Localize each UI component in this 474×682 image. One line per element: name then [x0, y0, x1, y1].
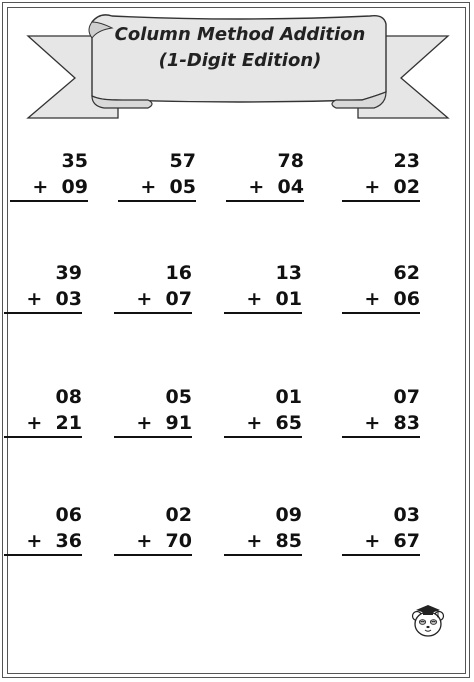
plus-sign: + [246, 530, 263, 552]
problem-bottom [224, 528, 302, 556]
problem-1 [10, 148, 88, 202]
problem-bottom [4, 286, 82, 314]
plus-sign: + [364, 288, 381, 310]
plus-sign: + [364, 530, 381, 552]
problem-top: 35 [61, 150, 88, 172]
problem-bottom [224, 286, 302, 314]
problem-top: 23 [393, 150, 420, 172]
plus-sign: + [246, 288, 263, 310]
problem-top: 06 [55, 504, 82, 526]
plus-sign: + [136, 288, 153, 310]
problem-top: 03 [393, 504, 420, 526]
plus-sign: + [248, 176, 265, 198]
addend: 91 [165, 412, 192, 434]
problem-bottom [114, 286, 192, 314]
plus-sign: + [364, 412, 381, 434]
addend: 70 [165, 530, 192, 552]
problem-top: 78 [277, 150, 304, 172]
problem-top: 09 [275, 504, 302, 526]
plus-sign: + [26, 530, 43, 552]
addend: 36 [55, 530, 82, 552]
problem-top: 05 [165, 386, 192, 408]
problem-bottom [224, 410, 302, 438]
addend: 65 [275, 412, 302, 434]
problem-top: 08 [55, 386, 82, 408]
plus-sign: + [26, 412, 43, 434]
problem-bottom [226, 174, 304, 202]
problem-7 [224, 260, 302, 314]
problem-bottom [342, 174, 420, 202]
problem-3 [226, 148, 304, 202]
addend: 04 [277, 176, 304, 198]
addend: 05 [169, 176, 196, 198]
problem-8 [342, 260, 420, 314]
addend: 09 [61, 176, 88, 198]
plus-sign: + [136, 530, 153, 552]
plus-sign: + [136, 412, 153, 434]
problem-top: 01 [275, 386, 302, 408]
plus-sign: + [140, 176, 157, 198]
title-line-2: (1-Digit Edition) [158, 50, 322, 71]
problem-9 [4, 384, 82, 438]
problem-11 [224, 384, 302, 438]
problem-bottom [114, 410, 192, 438]
problem-top: 13 [275, 262, 302, 284]
problem-top: 62 [393, 262, 420, 284]
problem-13 [4, 502, 82, 556]
plus-sign: + [26, 288, 43, 310]
problem-14 [114, 502, 192, 556]
addend: 01 [275, 288, 302, 310]
addend: 06 [393, 288, 420, 310]
panda-graduate-icon [411, 602, 445, 638]
problem-bottom [4, 528, 82, 556]
addend: 83 [393, 412, 420, 434]
problem-10 [114, 384, 192, 438]
problem-4 [342, 148, 420, 202]
problem-bottom [118, 174, 196, 202]
title-line-1: Column Method Addition [114, 24, 366, 45]
problem-bottom [342, 286, 420, 314]
problem-2 [118, 148, 196, 202]
problem-12 [342, 384, 420, 438]
problem-bottom [114, 528, 192, 556]
addend: 07 [165, 288, 192, 310]
addend: 21 [55, 412, 82, 434]
plus-sign: + [32, 176, 49, 198]
problem-bottom [342, 528, 420, 556]
problem-top: 39 [55, 262, 82, 284]
problem-top: 07 [393, 386, 420, 408]
plus-sign: + [364, 176, 381, 198]
problem-bottom [10, 174, 88, 202]
problem-bottom [4, 410, 82, 438]
problem-16 [342, 502, 420, 556]
addend: 02 [393, 176, 420, 198]
problem-top: 02 [165, 504, 192, 526]
problem-top: 16 [165, 262, 192, 284]
plus-sign: + [246, 412, 263, 434]
problem-6 [114, 260, 192, 314]
addend: 67 [393, 530, 420, 552]
problem-15 [224, 502, 302, 556]
problem-top: 57 [169, 150, 196, 172]
addend: 03 [55, 288, 82, 310]
addend: 85 [275, 530, 302, 552]
problem-5 [4, 260, 82, 314]
problem-bottom [342, 410, 420, 438]
